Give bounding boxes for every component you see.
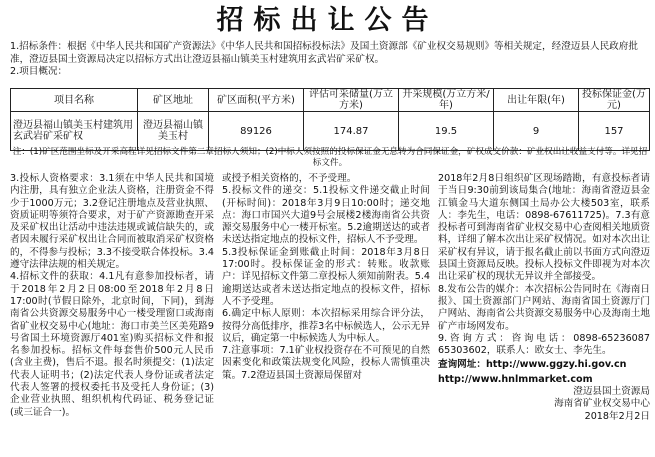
paragraph: 6.确定中标人原则：本次招标采用综合评分法，按得分高低排序，推荐3名中标候选人，公示无异议后，确定第一中标候选人为中标人。 — [222, 308, 430, 344]
table-row — [11, 112, 650, 151]
table-header: 矿区面积(平方米) — [209, 89, 304, 112]
paragraph: 8.发布公告的媒介：本次招标公告同时在《海南日报》、国土资源部门户网站、海南省国土资源厅门户网站、海南省公共资源交易服务中心及海南土地矿产市场网发布。 — [438, 283, 650, 332]
query-url-primary[interactable]: 查询网址：http://www.ggzy.hi.gov.cn — [438, 359, 627, 371]
body-column-1 — [10, 173, 214, 419]
table-header: 矿区地址 — [138, 89, 209, 112]
intro-paragraph — [10, 41, 650, 79]
signature-date: 2018年2月2日 — [584, 410, 650, 422]
table-cell-deposit: 157 — [579, 112, 650, 151]
paragraph: 5.投标文件的递交：5.1投标文件递交截止时间(开标时间)：2018年3月9日10:00时；递交地点：海口市国兴大道9号会展楼2楼海南省公共资源交易服务中心一楼开标室。5.2逾期送达的或者未送达指定地点的投标文件，招标人不予受理。 — [222, 185, 430, 246]
table-header: 评估可采储量(万立方米) — [304, 89, 399, 112]
intro-text: 1.招标条件：根据《中华人民共和国矿产资源法》《中华人民共和国招标投标法》及国土资源部《矿业权交易规则》等相关规定，经澄迈县人民政府批准，澄迈县国土资源局决定以招标方式出让澄迈县福山镇美玉村建筑用玄武岩矿采矿权。 — [10, 41, 638, 65]
paragraph: 7.注意事项：7.1矿业权投资存在不可预见的自然因素变化和政策法规变化风险，投标人需慎重决策。7.2澄迈县国土资源局保留对 — [222, 345, 430, 381]
project-table — [10, 88, 650, 151]
table-note: 注：(1)矿区范围坐标及开采高程详见招标文件第二章招标人须知；(2)中标人须按照的投标保证金无息转为合同保证金，矿权成交价款：矿业权出让收益支付等。详见招标文件。 — [12, 147, 648, 168]
table-cell-term: 9 — [494, 112, 579, 151]
query-url-secondary[interactable]: http://www.hnlmmarket.com — [438, 373, 593, 385]
paragraph: 5.3投标保证金到账截止时间：2018年3月8日17:00时。投标保证金的形式：转账。收款账户：详见招标文件第二章投标人须知前附表。5.4逾期送达或者未送达指定地点的投标文件，招标人不予受理。 — [222, 246, 430, 307]
body-column-2 — [222, 173, 430, 382]
page-title: 招标出让公告 — [216, 5, 439, 36]
table-header: 开采规模(万立方米/年) — [399, 89, 494, 112]
signature-org-2: 海南省矿业权交易中心 — [554, 398, 650, 410]
table-header-row — [11, 89, 650, 112]
items-label: 2.项目概况： — [10, 66, 68, 78]
body-column-3 — [438, 173, 650, 423]
table-cell-reserves: 174.87 — [304, 112, 399, 151]
paragraph: 9.咨询方式：咨询电话：0898-65236087 65303602，联系人：欧女士、李先生。 — [438, 332, 650, 357]
table-cell-scale: 19.5 — [399, 112, 494, 151]
paragraph: 2018年2月8日组织矿区现场踏勘，有意投标者请于当日9:30前到该局集合(地址：海南省澄迈县金江镇金马大道东侧国土局办公大楼503室，联系人：李先生，电话：0898-67611725)。7.3有意投标者可到海南省矿业权交易中心查阅相关地质资料，详细了解本次出让采矿权情况。如对本次出让采矿权有异议，请于报名截止前以书面方式向澄迈县国土资源局反映。投标人投标文件即视为对本次出让采矿权的现状无异议并全部接受。 — [438, 173, 650, 283]
signature-org-1: 澄迈县国土资源局 — [573, 386, 650, 398]
table-header: 项目名称 — [11, 89, 138, 112]
table-cell-address: 澄迈县福山镇美玉村 — [138, 112, 209, 151]
paragraph: 或授予相关资格的，不予受理。 — [222, 173, 357, 184]
table-cell-area: 89126 — [209, 112, 304, 151]
table-header: 出让年限(年) — [494, 89, 579, 112]
table-header: 投标保证金(万元) — [579, 89, 650, 112]
paragraph: 4.招标文件的获取：4.1凡有意参加投标者，请于2018年2月2日08:00至2018年2月8日17:00时(节假日除外，北京时间，下同)，到海南省公共资源交易服务中心一楼受理窗口或海南省矿业权交易中心(地址：海口市美兰区美苑路9号省国土环境资源厅401室)购买招标文件和报名参加投标。招标文件每套售价500元人民币(含业主费)，售后不退。报名时须提交：(1)法定代表人证明书；(2)法定代表人身份证或者法定代表人签署的授权委托书及受托人身份证；(3)企业营业执照、组织机构代码证、税务登记证(或三证合一)。 — [10, 271, 214, 418]
paragraph: 3.投标人资格要求：3.1须在中华人民共和国境内注册，具有独立企业法人资格，注册资金不得少于1000万元；3.2登记注册地点及营业执照、资质证明等须符合要求，对于矿产资源勘查开采及采矿权出让活动中违法违规或诚信缺失的，或者因未履行采矿权出让合同而被取消采矿权资格的，不得参与投标；3.3不接受联合体投标。3.4遵守法律法规的相关规定。 — [10, 173, 214, 271]
table-cell-project-name: 澄迈县福山镇美玉村建筑用玄武岩矿采矿权 — [11, 112, 138, 151]
